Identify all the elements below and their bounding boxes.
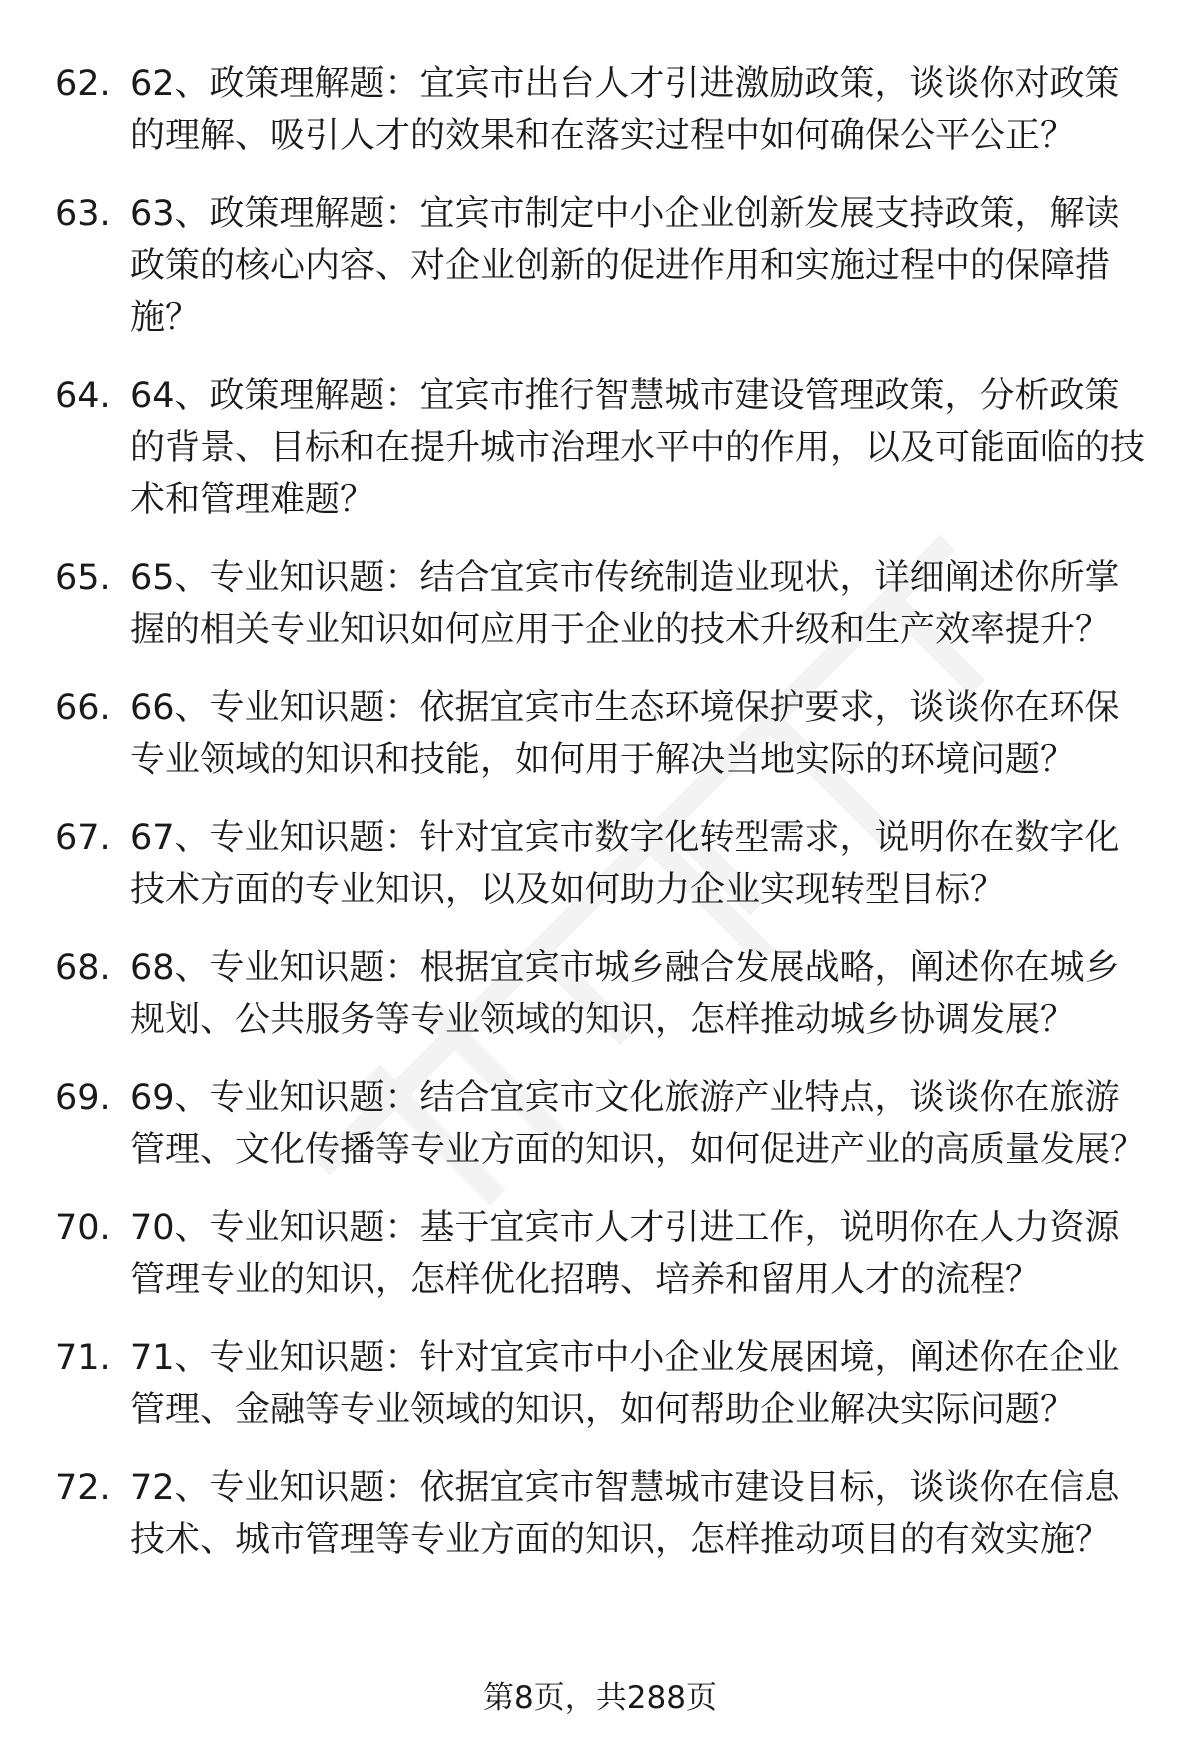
question-text: 65、专业知识题：结合宜宾市传统制造业现状，详细阐述你所掌握的相关专业知识如何应用于企业的技术升级和生产效率提升？ xyxy=(130,558,1120,650)
question-text: 62、政策理解题：宜宾市出台人才引进激励政策，谈谈你对政策的理解、吸引人才的效果和在落实过程中如何确保公平公正？ xyxy=(130,64,1120,156)
question-text: 66、专业知识题：依据宜宾市生态环境保护要求，谈谈你在环保专业领域的知识和技能，如何用于解决当地实际的环境问题？ xyxy=(130,688,1120,780)
question-item xyxy=(55,370,1145,526)
question-text: 70、专业知识题：基于宜宾市人才引进工作，说明你在人力资源管理专业的知识，怎样优化招聘、培养和留用人才的流程？ xyxy=(130,1208,1120,1300)
question-item xyxy=(55,58,1145,162)
question-number: 72. xyxy=(55,1468,111,1508)
question-item xyxy=(55,682,1145,786)
question-item xyxy=(55,1332,1145,1436)
question-text: 71、专业知识题：针对宜宾市中小企业发展困境，阐述你在企业管理、金融等专业领域的知识，如何帮助企业解决实际问题？ xyxy=(130,1338,1120,1430)
question-item xyxy=(55,552,1145,656)
question-text: 68、专业知识题：根据宜宾市城乡融合发展战略，阐述你在城乡规划、公共服务等专业领域的知识，怎样推动城乡协调发展？ xyxy=(130,948,1120,1040)
question-number: 65. xyxy=(55,558,111,598)
question-list xyxy=(55,58,1145,1592)
question-text: 64、政策理解题：宜宾市推行智慧城市建设管理政策，分析政策的背景、目标和在提升城市治理水平中的作用，以及可能面临的技术和管理难题？ xyxy=(130,376,1146,520)
question-text: 72、专业知识题：依据宜宾市智慧城市建设目标，谈谈你在信息技术、城市管理等专业方面的知识，怎样推动项目的有效实施？ xyxy=(130,1468,1120,1560)
question-item xyxy=(55,942,1145,1046)
question-number: 69. xyxy=(55,1078,111,1118)
question-item xyxy=(55,1202,1145,1306)
question-text: 69、专业知识题：结合宜宾市文化旅游产业特点，谈谈你在旅游管理、文化传播等专业方面的知识，如何促进产业的高质量发展？ xyxy=(130,1078,1146,1170)
question-item xyxy=(55,1462,1145,1566)
question-item xyxy=(55,1072,1145,1176)
page-footer: 第8页，共288页 xyxy=(483,1680,717,1716)
question-number: 68. xyxy=(55,948,111,988)
question-item xyxy=(55,812,1145,916)
question-number: 62. xyxy=(55,64,111,104)
question-number: 70. xyxy=(55,1208,111,1248)
question-number: 67. xyxy=(55,818,111,858)
question-number: 71. xyxy=(55,1338,111,1378)
question-text: 67、专业知识题：针对宜宾市数字化转型需求，说明你在数字化技术方面的专业知识，以及如何助力企业实现转型目标？ xyxy=(130,818,1120,910)
question-number: 64. xyxy=(55,376,111,416)
question-text: 63、政策理解题：宜宾市制定中小企业创新发展支持政策，解读政策的核心内容、对企业创新的促进作用和实施过程中的保障措施？ xyxy=(130,194,1120,338)
question-number: 63. xyxy=(55,194,111,234)
question-number: 66. xyxy=(55,688,111,728)
question-item xyxy=(55,188,1145,344)
